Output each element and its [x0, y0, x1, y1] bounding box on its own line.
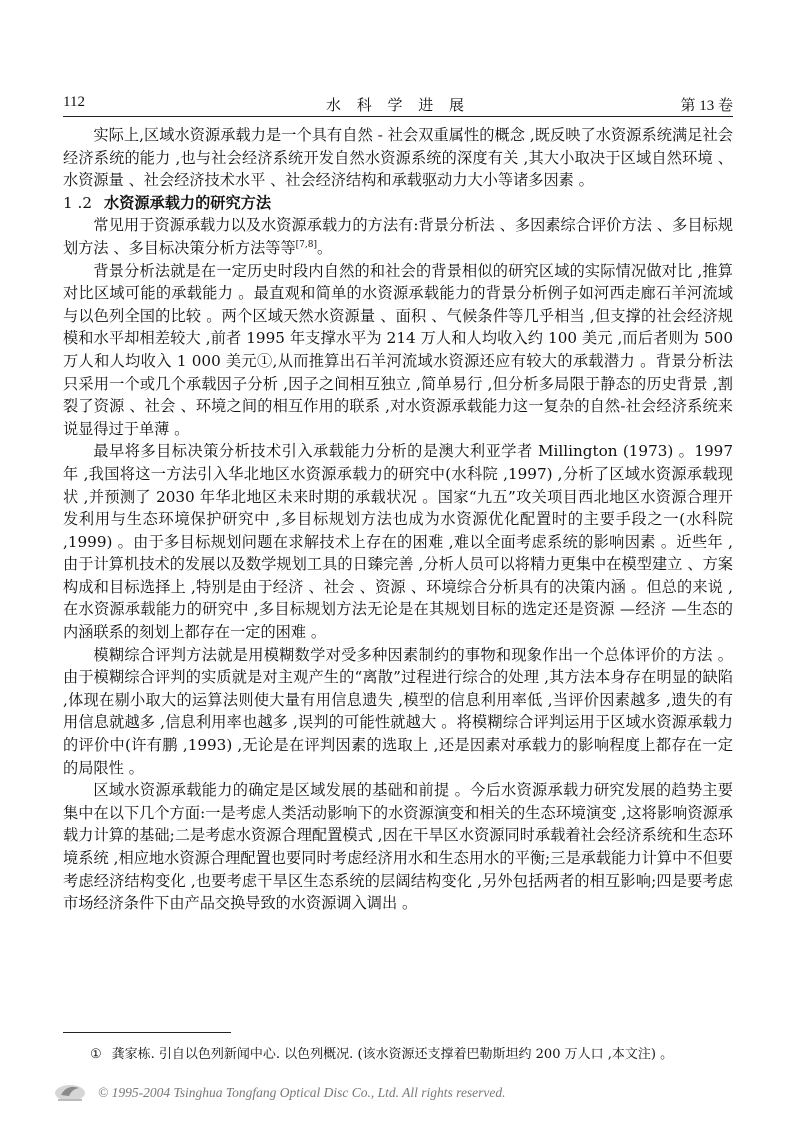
footnote-marker[interactable]: ①: [256, 351, 273, 370]
article-body: [63, 124, 733, 915]
paragraph-6: 区域水资源承载能力的确定是区域发展的基础和前提 。今后水资源承载力研究发展的趋势主要集中在以下几个方面:一是考虑人类活动影响下的水资源演变和相关的生态环境演变 ,这将影响资源承载力计算的基础;二是考虑水资源合理配置模式 ,因在干旱区水资源同时承载着社会经济系统和生态环境系统 ,相应地水资源合理配置也要同时考虑经济用水和生态用水的平衡;三是承载能力计算中不但要考虑经济结构变化 ,也要考虑干旱区生态系统的层阔结构变化 ,另外包括两者的相互影响;四是要考虑市场经济条件下由产品交换导致的水资源调入调出 。: [63, 781, 733, 913]
footnote-rule: [63, 1032, 231, 1033]
paragraph-2-end: 。: [316, 238, 333, 257]
paragraph-2: [63, 214, 733, 259]
footnote: [90, 1046, 730, 1064]
journal-title: 水 科 学 进 展: [325, 98, 470, 114]
volume-label: 第 13 卷: [680, 98, 733, 114]
paragraph-2-text: 常见用于资源承载力以及水资源承载力的方法有:背景分析法 、多因素综合评价方法 、多目标规划方法 、多目标决策分析方法等等: [63, 216, 733, 257]
page-number: 112: [63, 94, 85, 110]
paragraph-4: 最早将多目标决策分析技术引入承载能力分析的是澳大利亚学者 Millington (1973) 。1997 年 ,我国将这一方法引入华北地区水资源承载力的研究中(水科院 ,1997) ,分析了区域水资源承载现状 ,并预测了 2030 年华北地区未来时期的承载状况 。国家“九五”攻关项目西北地区水资源合理开发利用与生态环境保护研究中 ,多目标规划方法也成为水资源优化配置时的主要手段之一(水科院 ,1999) 。由于多目标规划问题在求解技术上存在的困难 ,难以全面考虑系统的影响因素 。近些年 ,由于计算机技术的发展以及数学规划工具的日臻完善 ,分析人员可以将精力更集中在模型建立 、方案构成和目标选择上 ,特别是由于经济 、社会 、资源 、环境综合分析具有的决策内涵 。但总的来说 ,在水资源承载能力的研究中 ,多目标规划方法无论是在其规划目标的选定还是资源 —经济 —生态的内涵联系的刻划上都存在一定的困难 。: [63, 442, 733, 642]
copyright-bar: [52, 1080, 752, 1106]
paragraph-3: [63, 260, 733, 441]
citation-ref[interactable]: [7,8]: [295, 239, 317, 250]
section-number: 1 .2: [63, 193, 92, 212]
copyright-text: © 1995-2004 Tsinghua Tongfang Optical Disc Co., Ltd. All rights reserved.: [98, 1085, 506, 1100]
paragraph-5: 模糊综合评判方法就是用模糊数学对受多种因素制约的事物和现象作出一个总体评价的方法 。由于模糊综合评判的实质就是对主观产生的“离散”过程进行综合的处理 ,其方法本身存在明显的缺陷 ,体现在剔小取大的运算法则使大量有用信息遗失 ,模型的信息利用率低 ,当评价因素越多 ,遗失的有用信息就越多 ,信息利用率也越多 ,误判的可能性就越大 。将模糊综合评判运用于区域水资源承载力的评价中(许有鹏 ,1993) ,无论是在评判因素的选取上 ,还是因素对承载力的影响程度上都存在一定的局限性 。: [63, 645, 733, 777]
running-header: [63, 92, 733, 116]
paragraph-3-text-b: ,从而推算出石羊河流域水资源还应有较大的承载潜力 。背景分析法只采用一个或几个承载因子分析 ,因子之间相互独立 ,简单易行 ,但分析多局限于静态的历史背景 ,割裂了资源 、社会 、环境之间的相互作用的联系 ,对水资源承载能力这一复杂的自然-社会经济系统来说显得过于单薄 。: [63, 351, 734, 438]
paragraph-3-text-a: 背景分析法就是在一定历史时段内自然的和社会的背景相似的研究区域的实际情况做对比 ,推算对比区域可能的承载能力 。最直观和简单的水资源承载能力的背景分析例子如河西走廊石羊河流域与以色列全国的比较 。两个区域天然水资源量 、面积 、气候条件等几乎相当 ,但支撑的社会经济规模和水平却相差较大 ,前者 1995 年支撑水平为 214 万人和人均收入约 100 美元 ,而后者则为 500 万人和人均收入 1 000 美元: [63, 261, 733, 370]
paragraph-1: 实际上,区域水资源承载力是一个具有自然 - 社会双重属性的概念 ,既反映了水资源系统满足社会经济系统的能力 ,也与社会经济系统开发自然水资源系统的深度有关 ,其大小取决于区域自然环境 、水资源量 、社会经济技术水平 、社会经济结构和承载驱动力大小等诸多因素 。: [63, 126, 733, 190]
footnote-text: 龚家栋. 引自以色列新闻中心. 以色列概况. (该水资源还支撑着巴勒斯坦约 200 万人口 ,本文注) 。: [111, 1047, 674, 1062]
section-title: 水资源承载力的研究方法: [103, 193, 272, 212]
footnote-number: ①: [90, 1047, 102, 1062]
header-rule: [63, 116, 733, 117]
publisher-logo-icon: [52, 1080, 88, 1104]
section-heading: [63, 192, 733, 215]
